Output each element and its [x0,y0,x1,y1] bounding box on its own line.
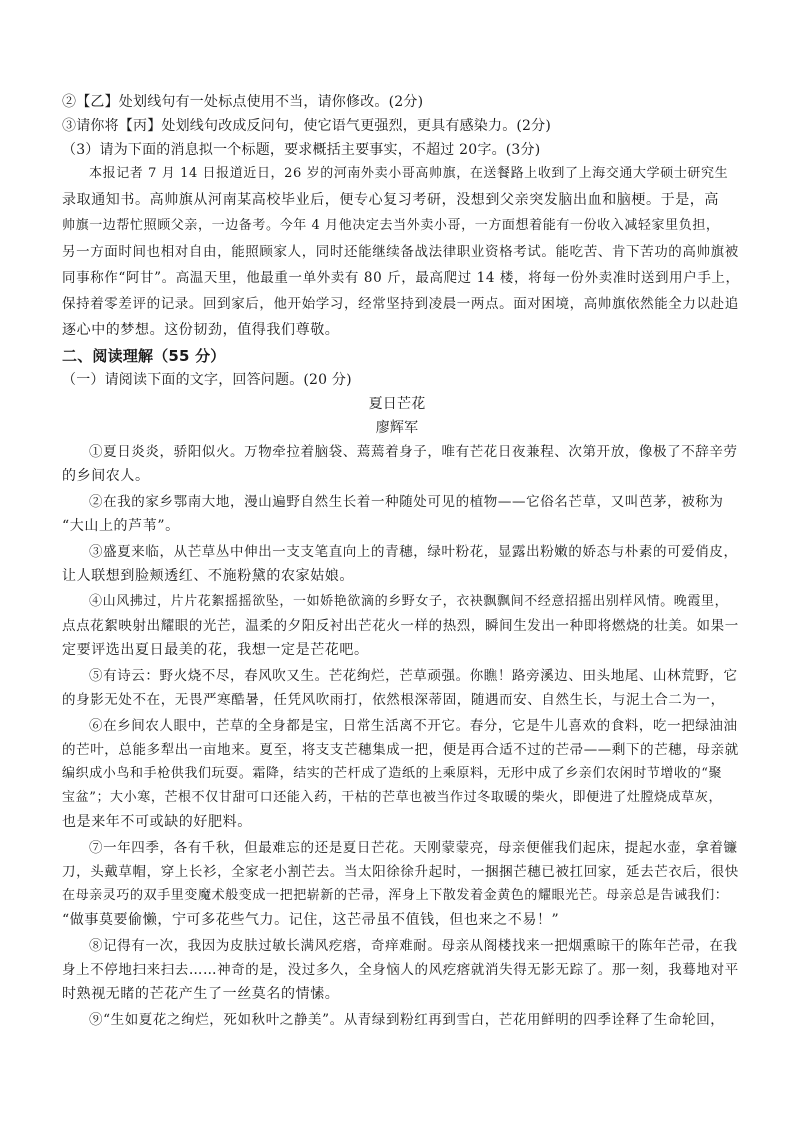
question-3: ③请你将【丙】处划线句改成反问句，使它语气更强烈，更具有感染力。(2分) [62,118,552,134]
essay-line: ⑦一年四季，各有千秋，但最难忘的还是夏日芒花。天刚蒙蒙亮，母亲便催我们起床，提起水壶，拿着镰 [89,840,738,856]
news-line: 保持着零差评的记录。回到家后，他开始学习，经常坚持到凌晨一两点。面对困境，高帅旗依然能全力以赴追 [62,296,739,312]
essay-line: ⑤有诗云：野火烧不尽，春风吹又生。芒花绚烂，芒草顽强。你瞧！路旁溪边、田头地尾、山林荒野，它 [89,668,738,684]
essay-line: ③盛夏来临，从芒草丛中伸出一支支笔直向上的青穗，绿叶粉花，显露出粉嫩的娇态与朴素的可爱俏皮， [89,544,738,560]
news-line: 录取通知书。高帅旗从河南某高校毕业后，便专心复习考研，没想到父亲突发脑出血和脑梗。于是，高 [62,192,719,208]
essay-line: 让人联想到脸颊透红、不施粉黛的农家姑娘。 [62,568,354,584]
essay-line: ②在我的家乡鄂南大地，漫山遍野自然生长着一种随处可见的植物——它俗名芒草，又叫芭茅，被称为 [89,494,724,510]
essay-line: 的乡间农人。 [62,468,150,484]
essay-line: ⑨“生如夏花之绚烂，死如秋叶之静美”。从青绿到粉红再到雪白，芒花用鲜明的四季诠释了生命轮回， [89,1012,725,1028]
section-subheading: （一）请阅读下面的文字，回答问题。(20 分) [62,372,352,388]
news-line: 另一方面时间也相对自由，能照顾家人，同时还能继续备战法律职业资格考试。能吃苦、肯下苦功的高帅旗被 [62,244,739,260]
essay-title: 夏日芒花 [368,396,426,412]
news-line: 帅旗一边帮忙照顾父亲，一边备考。今年 4 月他决定去当外卖小哥，一方面想着能有一份收入减轻家里负担， [62,218,720,233]
question-2: ②【乙】处划线句有一处标点使用不当，请你修改。(2分) [62,94,424,110]
essay-line: 的芒叶，总能多犁出一亩地来。夏至，将支支芒穗集成一把，便是再合适不过的芒帚——剩下的芒穗，母亲就 [62,742,739,758]
news-line: 逐心中的梦想。这份韧劲，值得我们尊敬。 [62,322,340,338]
essay-line: ④山风拂过，片片花絮摇摇欲坠，一如娇艳欲滴的乡野女子，衣袂飘飘间不经意招摇出别样风情。晚霞里， [89,594,729,609]
essay-author: 廖辉军 [375,420,419,436]
essay-line: 宝盆”；大小寒，芒根不仅甘甜可口还能入药，干枯的芒草也被当作过冬取暖的柴火，即便进了灶膛烧成草灰， [62,790,723,805]
question-title-task: （3）请为下面的消息拟一个标题，要求概括主要事实，不超过 20字。(3分) [62,142,541,158]
essay-line: 身上不停地扫来扫去……神奇的是，没过多久，全身恼人的风疙瘩就消失得无影无踪了。那一刻，我蓦地对平 [62,962,739,978]
essay-line: 的身影无处不在，无畏严寒酷暑，任凭风吹雨打，依然根深蒂固，随遇而安、自然生长，与泥土合二为一， [62,692,725,708]
essay-line: 也是来年不可或缺的好肥料。 [62,814,252,830]
essay-line: ⑧记得有一次，我因为皮肤过敏长满风疙瘩，奇痒难耐。母亲从阁楼找来一把烟熏晾干的陈年芒帚，在我 [89,938,738,954]
essay-line: 在母亲灵巧的双手里变魔术般变成一把把崭新的芒帚，浑身上下散发着金黄色的耀眼光芒。母亲总是告诫我们： [62,888,729,903]
news-line: 同事称作“阿甘”。高温天里，他最重一单外卖有 80 斤，最高爬过 14 楼，将每一份外卖准时送到用户手上， [62,270,740,286]
essay-line: 点点花絮映射出耀眼的光芒，温柔的夕阳反衬出芒花火一样的热烈，瞬间生发出一种即将燃烧的壮美。如果一 [62,618,739,634]
essay-line: 时熟视无睹的芒花产生了一丝莫名的情愫。 [62,986,340,1002]
essay-line: 编织成小鸟和手枪供我们玩耍。霜降，结实的芒杆成了造纸的上乘原料，无形中成了乡亲们农闲时节增收的“聚 [62,766,723,781]
essay-line: 刀，头戴草帽，穿上长衫，全家老小割芒去。当太阳徐徐升起时，一捆捆芒穗已被扛回家，延去芒衣后，很快 [62,864,739,880]
essay-line: ⑥在乡间农人眼中，芒草的全身都是宝，日常生活离不开它。春分，它是牛儿喜欢的食料，吃一把绿油油 [89,718,738,734]
essay-line: ①夏日炎炎，骄阳似火。万物牵拉着脑袋、蔫蔫着身子，唯有芒花日夜兼程、次第开放，像极了不辞辛劳 [89,444,738,460]
essay-line: 定要评选出夏日最美的花，我想一定是芒花吧。 [62,642,369,658]
news-line: 本报记者 7 月 14 日报道近日，26 岁的河南外卖小哥高帅旗，在送餐路上收到了上海交通大学硕士研究生 [89,166,729,181]
essay-line: “做事莫要偷懒，宁可多花些气力。记住，这芒帚虽不值钱，但也来之不易！” [62,912,560,928]
section-heading: 二、阅读理解（55 分） [62,347,226,365]
essay-line: “大山上的芦苇”。 [62,518,180,534]
